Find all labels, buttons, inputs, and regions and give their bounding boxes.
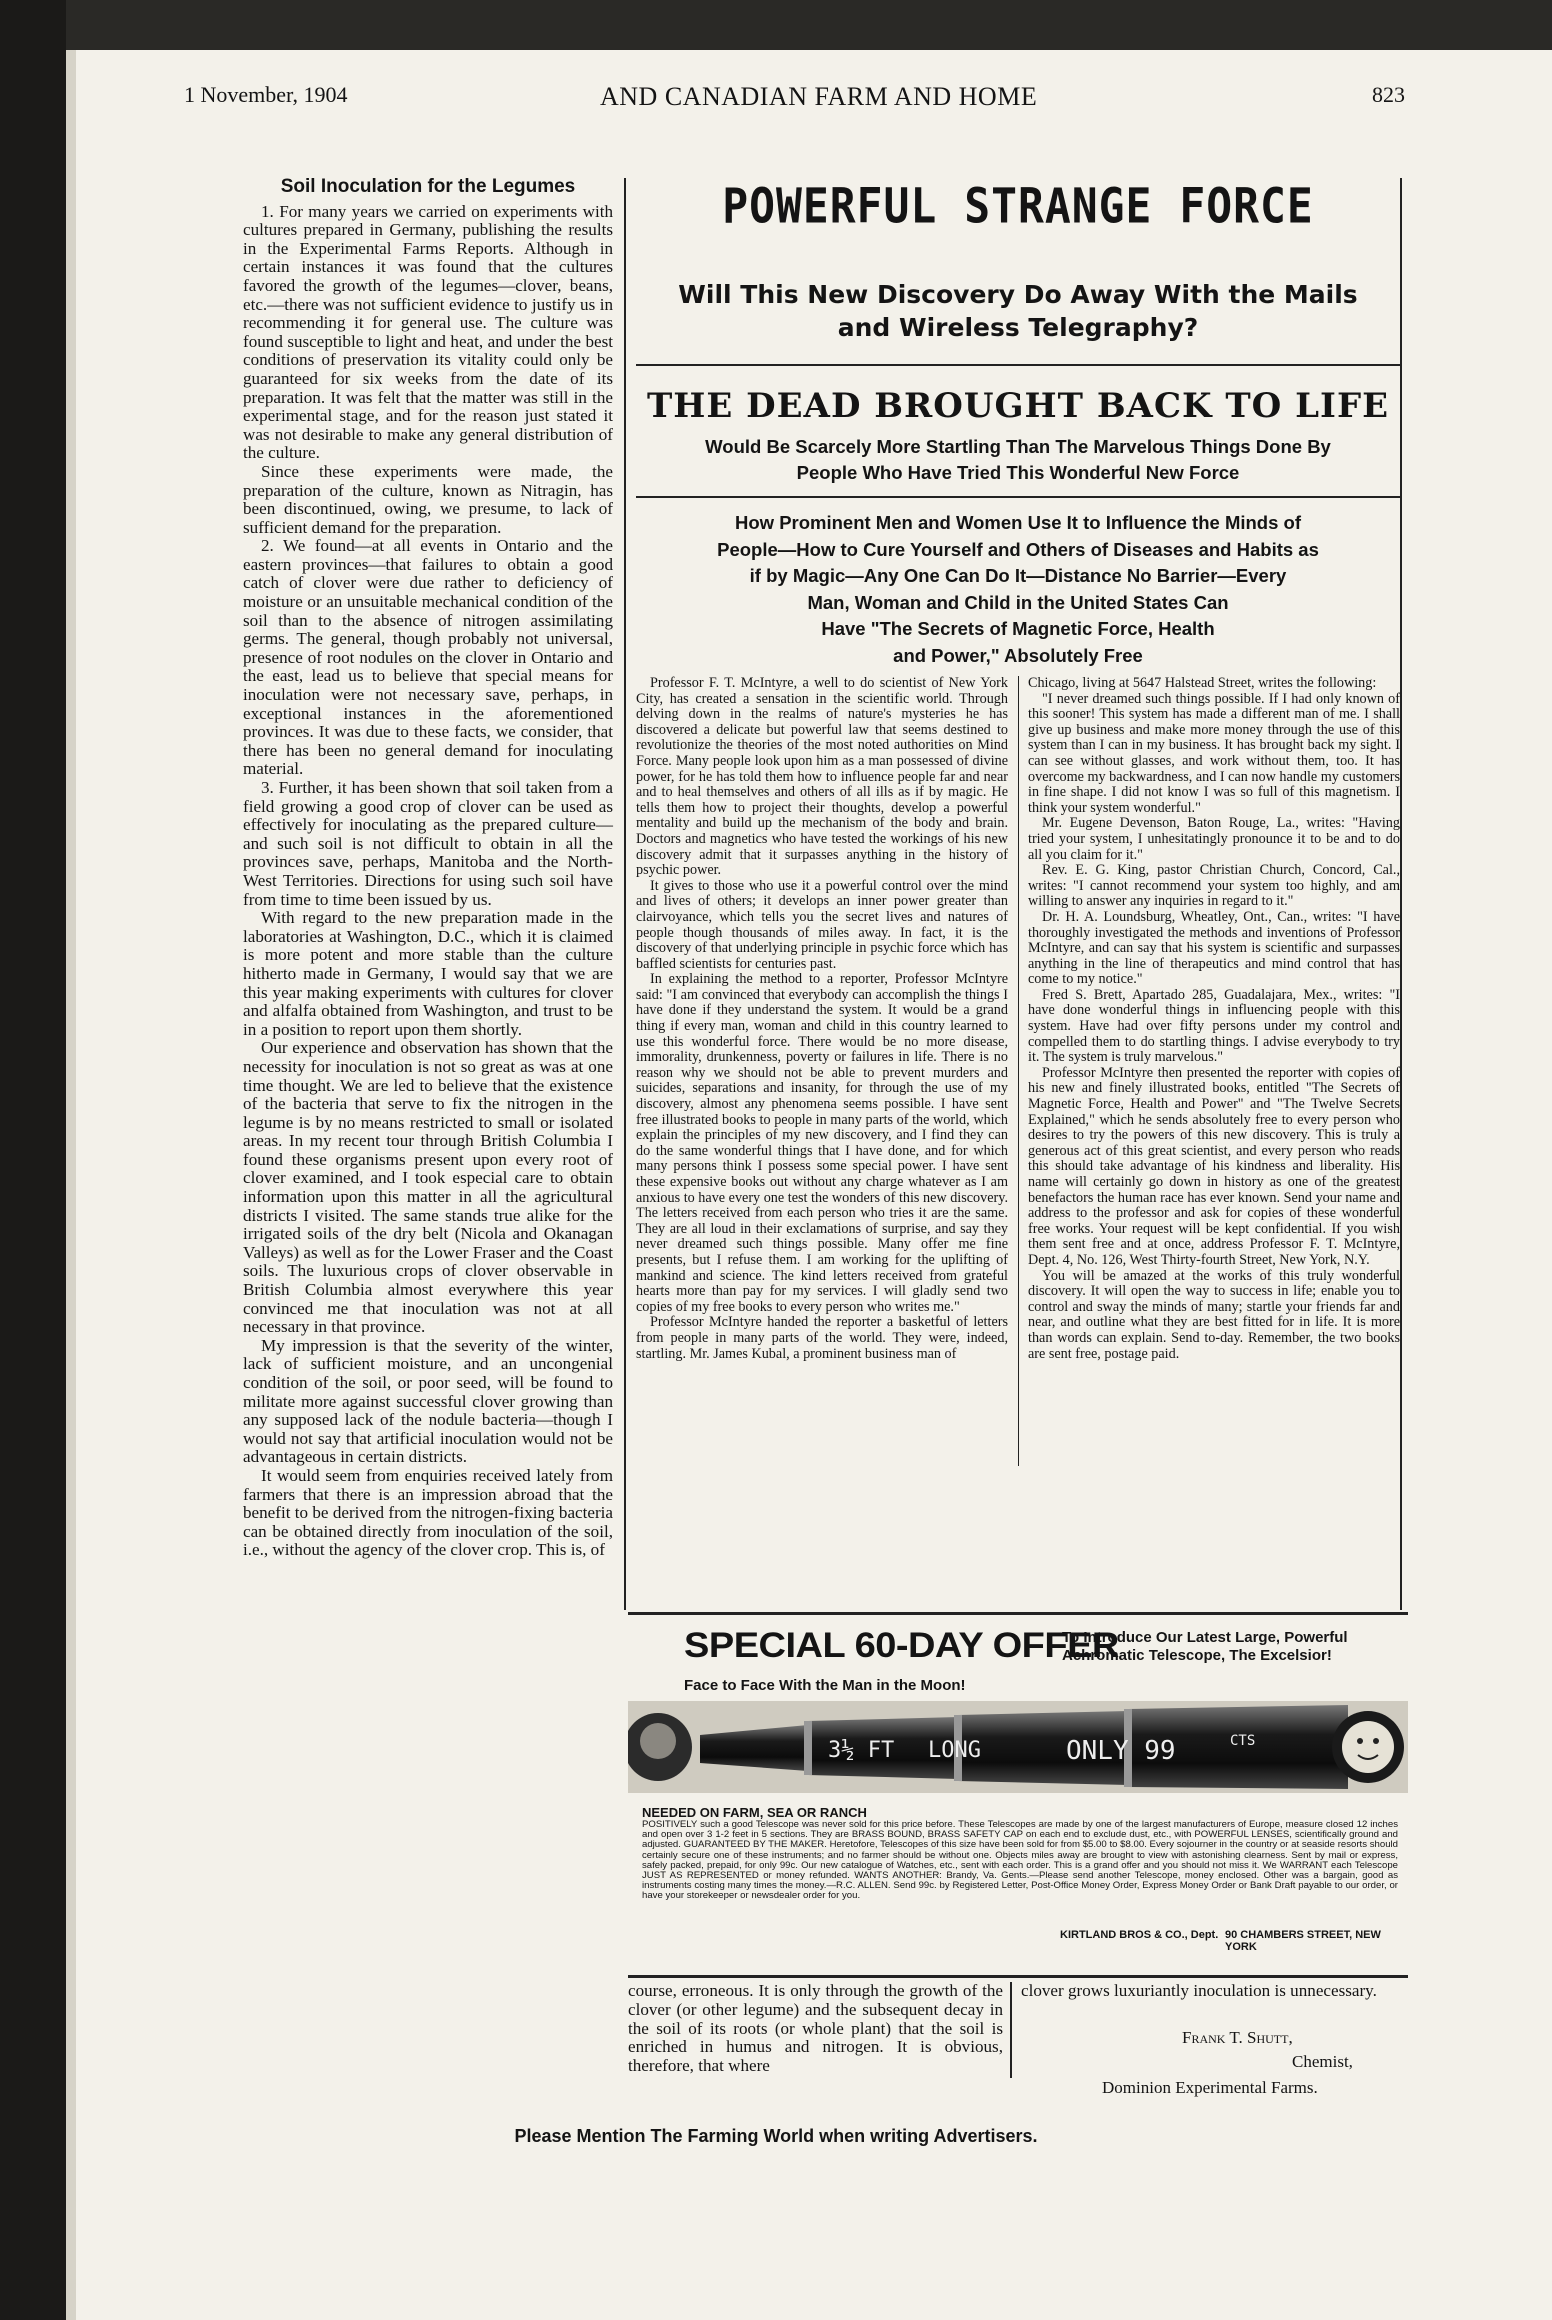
- telescope-offer-heading: SPECIAL 60-DAY OFFER: [684, 1626, 1119, 1666]
- ad-paragraph: Dr. H. A. Loundsburg, Wheatley, Ont., Can., writes: "I have thoroughly investigated the methods and inventions of Professor McIntyre, and can say that his system is scientific and surpasses anything in the line of therapeutics and mind control that has come to my notice.": [1028, 908, 1400, 988]
- article-paragraph: 1. For many years we carried on experiments with cultures prepared in Germany, publishing the results in the Experimental Farms Reports. Although in certain instances it was found that the cultures favored the growth of the legumes—clover, beans, etc.—there was not sufficient evidence to justify us in recommending it for general use. The culture was found susceptible to light and heat, and under the best conditions of preservation its vitality could only be guaranteed for six weeks from the date of its preparation. It was felt that the matter was still in the experimental stage, and for the reason just stated it was not desirable to make any general distribution of the culture.: [243, 201, 613, 463]
- ad-border-right: [1400, 178, 1402, 1610]
- ad-title: POWERFUL STRANGE FORCE: [722, 179, 1314, 235]
- ad-deck: [636, 510, 1400, 669]
- ad-body-left: [636, 676, 1008, 1362]
- ad-paragraph: You will be amazed at the works of this truly wonderful discovery. It will open the way to success in life; enable you to control and sway the minds of many; startle your friends far and near, and outline what they are best fitted for in life. It is more than words can explain. Send to-day. Remember, the two books are sent free, postage paid.: [1028, 1267, 1400, 1362]
- ad-paragraph: In explaining the method to a reporter, Professor McIntyre said: "I am convinced that everybody can accomplish the things I have done if they understand the system. It would be a grand thing if every man, woman and child in this country learned to use this wonderful force. There would be no more disease, immorality, drunkenness, poverty or failures in life. There is no reason why we should not be able to prevent murders and suicides, separations and insanity, for through the use of my discovery, almost any phenomena seems possible. I have sent free illustrated books to people in many parts of the world, which explain the principles of my new discovery, and I find they can do the same wonderful things that I have done, and for which many persons think I possess some special power. I have sent these expensive books out without any charge whatever as I am anxious to have every one test the wonders of this new discovery. The letters received from each person who tries it are the same. They are all loud in their exclamations of surprise, and say they never dreamed such things possible. Many offer me fine presents, but I refuse them. I am working for the uplifting of mankind and science. The kind letters received from grateful hearts more than pay for my services. I will gladly send two copies of my free books to every person who writes me.": [636, 971, 1008, 1315]
- barrel-price: ONLY 99: [1066, 1736, 1176, 1766]
- ad-paragraph: Professor McIntyre handed the reporter a basketful of letters from people in many parts of the world. They were, indeed, startling. Mr. James Kubal, a prominent business man of: [636, 1314, 1008, 1362]
- ad-deck-line: Have "The Secrets of Magnetic Force, Health: [821, 618, 1215, 639]
- ad-deck-line: and Power," Absolutely Free: [893, 644, 1143, 666]
- ad-subtitle-line: Will This New Discovery Do Away With the Mails: [678, 280, 1358, 309]
- page-footer: Please Mention The Farming World when writing Advertisers.: [514, 2126, 1038, 2146]
- ad-subhead: [636, 434, 1400, 486]
- ad-paragraph: It gives to those who use it a powerful control over the mind and lives of others; it develops an inner power greater than clairvoyance, which tells you the secret lives and natures of people though thousands of miles away. In fact, it is the discovery of that underlying principle in psychic force which has baffled scientists for centuries past.: [636, 877, 1008, 972]
- continuation-divider: [1010, 1982, 1012, 2078]
- advertisement: [636, 178, 1400, 1608]
- ad-paragraph: Mr. Eugene Devenson, Baton Rouge, La., writes: "Having tried your system, I unhesitatingly pronounce it to be and to do all you claim for it.": [1028, 815, 1400, 863]
- ad-subhead-line: People Who Have Tried This Wonderful New Force: [796, 462, 1240, 483]
- ad-subtitle-line: and Wireless Telegraphy?: [837, 313, 1199, 342]
- barrel-cents: CTS: [1230, 1733, 1256, 1749]
- ad-column-divider: [1018, 676, 1019, 1466]
- ad-paragraph: Rev. E. G. King, pastor Christian Church, Concord, Cal., writes: "I cannot recommend your system too highly, and am willing to answer any inquiries in regard to it.": [1028, 862, 1400, 910]
- article-paragraph: My impression is that the severity of the winter, lack of sufficient moisture, and an uncongenial condition of the soil, or poor seed, will be found to militate more against successful clover growing than any supposed lack of the nodule bacteria—though I would not say that artificial inoculation would not be advantageous in certain districts.: [243, 1335, 613, 1467]
- article-column: [243, 178, 613, 1560]
- article-paragraph: It would seem from enquiries received lately from farmers that there is an impression abroad that the benefit to be derived from the nitrogen-fixing bacteria can be obtained directly from inoculation of the soil, i.e., without the agency of the clover crop. This is, of: [243, 1465, 613, 1560]
- running-title: AND CANADIAN FARM AND HOME: [600, 82, 1038, 111]
- ad-rule: [636, 496, 1400, 498]
- page-gutter: [66, 50, 76, 2320]
- telescope-advertisement: [628, 1612, 1408, 1978]
- barrel-long: LONG: [928, 1738, 981, 1763]
- ad-subtitle: [636, 278, 1400, 344]
- barrel-length: 3½ FT: [828, 1738, 895, 1763]
- ad-subhead-line: Would Be Scarcely More Startling Than The Marvelous Things Done By: [705, 436, 1331, 457]
- ad-paragraph: Professor McIntyre then presented the reporter with copies of his new and finely illustrated books, entitled "The Secrets of Magnetic Force, Health and Power" and "The Twelve Secrets Explained," which he sends absolutely free to every person who desires to try the powers of this new discovery. This is truly a generous act of this great scientist, and every person who reads this should take advantage of his kindness and liberality. His name will certainly go down in history as one of the greatest benefactors the human race has ever known. Send your name and address to the professor and ask for copies of these wonderful free works. Your request will be kept confidential. If you wish them sent free and at once, address Professor F. T. McIntyre, Dept. 4, No. 126, West Thirty-fourth Street, New York, N.Y.: [1028, 1064, 1400, 1268]
- telescope-illustration: [628, 1701, 1408, 1793]
- article-paragraph: Since these experiments were made, the preparation of the culture, known as Nitragin, has been discontinued, owing, we presume, to lack of sufficient demand for the preparation.: [243, 461, 613, 537]
- ad-paragraph: Chicago, living at 5647 Halstead Street, writes the following:: [1028, 675, 1377, 691]
- tagline-line: To Introduce Our Latest Large, Powerful: [1062, 1629, 1348, 1646]
- ad-paragraph: Fred S. Brett, Apartado 285, Guadalajara, Mex., writes: "I have done wonderful things in influencing people with this system. Have had over fifty persons under my control and compelled them to do startling things. I advise everybody to try it. The system is truly marvelous.": [1028, 986, 1400, 1066]
- telescope-offer-tagline: [1062, 1629, 1348, 1665]
- article-paragraph: clover grows luxuriantly inoculation is unnecessary.: [1021, 1981, 1377, 2000]
- scan-border: [0, 0, 66, 2320]
- tagline-line: Achromatic Telescope, The Excelsior!: [1062, 1647, 1332, 1664]
- article-paragraph: 3. Further, it has been shown that soil taken from a field growing a good crop of clover can be used as effectively for inoculating as the prepared culture—and such soil is not difficult to obtain in all the provinces save, perhaps, Manitoba and the North-West Territories. Directions for using such soil have from time to time been issued by us.: [243, 778, 613, 909]
- ad-deck-line: How Prominent Men and Women Use It to Influence the Minds of: [735, 512, 1301, 533]
- article-paragraph: Our experience and observation has shown that the necessity for inoculation is not so great as was at one time thought. We are led to believe that the existence of the bacteria that serve to fix the nitrogen in the legume is by no means restricted to small or isolated areas. In my recent tour through British Columbia I found these organisms present upon every root of clover examined, and I took especial care to obtain information upon this matter in all the agricultural districts I visited. The same stands true alike for the irrigated soils of the dry belt (Nicola and Okanagan Valleys) as well as for the Lower Fraser and the Coast soils. The luxurious crops of clover observable in British Columbia almost everywhere this year convinced me that inoculation was not at all necessary in that province.: [243, 1038, 613, 1337]
- moon-face-icon: [1332, 1711, 1404, 1783]
- ad-deck-line: Man, Woman and Child in the United States Can: [807, 591, 1229, 613]
- article-continuation-right: [1021, 1982, 1391, 2001]
- issue-date: 1 November, 1904: [184, 82, 348, 107]
- article-paragraph: 2. We found—at all events in Ontario and the eastern provinces—that failures to obtain a good catch of clover were due rather to deficiency of moisture or an unsuitable mechanical condition of the soil than to the absence of nitrogen assimilating germs. The general, though probably not universal, presence of root nodules on the clover in Ontario and the east, lead us to believe that special means for inoculation were not necessary save, perhaps, in exceptional instances in the aforementioned provinces. It was due to these facts, we consider, that there has been no general demand for inoculating material.: [243, 536, 613, 779]
- signature-organization: Dominion Experimental Farms.: [1102, 2078, 1318, 2097]
- telescope-copy: POSITIVELY such a good Telescope was never sold for this price before. These Telescopes are made by one of the largest manufacturers of Europe, measure closed 12 inches and open over 3 1-2 feet in 5 sections. They are BRASS BOUND, BRASS SAFETY CAP on each end to exclude dust, etc., with POWERFUL LENSES, scientifically ground and adjusted. GUARANTEED BY THE MAKER. Heretofore, Telescopes of this size have been sold for from $5.00 to $8.00. Every sojourner in the country or at seaside resorts should certainly secure one of these instruments; and no farmer should be without one. Objects miles away are brought to view with astonishing clearness. Sent by mail or express, safely packed, prepaid, for only 99c. Our new catalogue of Watches, etc., sent with each order. This is a grand offer and you should not miss it. We WARRANT each Telescope JUST AS REPRESENTED or money refunded. WANTS ANOTHER: Brandy, Va. Gents.—Please send another Telescope, money enclosed. Other was a bargain, good as instruments costing many times the money.—R.C. ALLEN. Send 99c. by Registered Letter, Post-Office Money Order, Express Money Order or Bank Draft payable to our order, or have your storekeeper or newsdealer order for you.: [642, 1819, 1398, 1902]
- article-title: Soil Inoculation for the Legumes: [280, 176, 576, 197]
- page-number: 823: [1372, 82, 1405, 107]
- signature-title: Chemist,: [1292, 2052, 1353, 2071]
- column-divider: [624, 178, 626, 1610]
- article-continuation-left: [628, 1982, 1003, 2076]
- article-paragraph: With regard to the new preparation made in the laboratories at Washington, D.C., which it is claimed is more potent and more stable than the culture hitherto made in Germany, I would say that we are this year making experiments with cultures for clover and alfalfa obtained from Washington, and trust to be in a position to report upon them shortly.: [243, 908, 613, 1039]
- telescope-company: KIRTLAND BROS & CO., Dept.: [1060, 1929, 1219, 1941]
- ad-body-right: [1028, 676, 1400, 1362]
- ad-headline: THE DEAD BROUGHT BACK TO LIFE: [646, 386, 1390, 426]
- ad-rule: [636, 364, 1400, 366]
- ad-deck-line: People—How to Cure Yourself and Others of Diseases and Habits as: [717, 538, 1319, 560]
- signature-name: Frank T. Shutt,: [1182, 2028, 1293, 2047]
- telescope-face-line: Face to Face With the Man in the Moon!: [684, 1677, 966, 1694]
- ad-deck-line: if by Magic—Any One Can Do It—Distance No Barrier—Every: [749, 565, 1287, 586]
- telescope-street: 90 CHAMBERS STREET, NEW YORK: [1225, 1929, 1381, 1953]
- ad-paragraph: Professor F. T. McIntyre, a well to do scientist of New York City, has created a sensation in the scientific world. Through delving down in the realms of nature's mysteries he has discovered a delicate but powerful law that seems destined to revolutionize the theories of the most noted authorities on Mind Force. Many people look upon him as a man possessed of divine power, for he has told them how to influence people far and near and to heal themselves and others of all ills as if by magic. He tells them how to project their thoughts, develop a powerful mentality and build up the mechanism of the body and brain. Doctors and magnetics who have tested the workings of his new discovery admit that it surpasses anything in the history of psychic power.: [636, 675, 1008, 879]
- ad-paragraph: "I never dreamed such things possible. If I had only known of this sooner! This system has made a different man of me. I shall give up business and make more money through the use of this system than I can in my business. It has brought back my sight. I can see without glasses, and work without them, too. It has overcome my backwardness, and I can now handle my customers in fine shape. I did not know I was so full of this magnetism. I think your system wonderful.": [1028, 690, 1400, 816]
- telescope-needed-line: NEEDED ON FARM, SEA OR RANCH: [642, 1805, 867, 1820]
- article-paragraph: course, erroneous. It is only through the growth of the clover (or other legume) and the subsequent decay in the soil of its roots (or whole plant) that the soil is enriched in humus and nitrogen. It is obvious, therefore, that where: [628, 1981, 1003, 2076]
